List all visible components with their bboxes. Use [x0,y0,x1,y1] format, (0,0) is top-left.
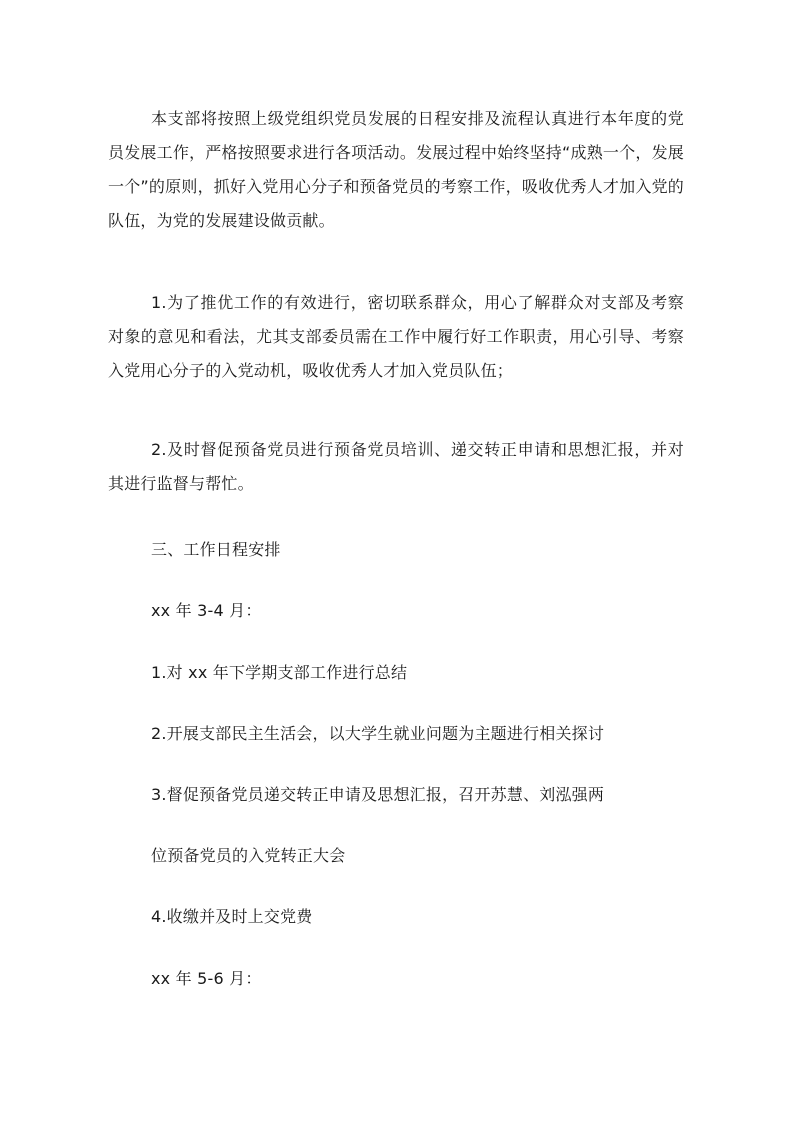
list-item: 4.收缴并及时上交党费 [151,907,313,926]
paragraph-intro: 本支部将按照上级党组织党员发展的日程安排及流程认真进行本年度的党员发展工作，严格按照要求进行各项活动。发展过程中始终坚持“成熟一个，发展一个”的原则，抓好入党用心分子和预备党员的考察工作，吸收优秀人才加入党的队伍，为党的发展建设做贡献。 [108,109,684,230]
list-item: 1.对 xx 年下学期支部工作进行总结 [151,663,408,682]
period-heading-1: xx 年 3-4 月： [151,601,262,620]
section-heading: 三、工作日程安排 [151,540,281,559]
period-heading-2: xx 年 5-6 月： [151,969,262,988]
paragraph-point-2: 2.及时督促预备党员进行预备党员培训、递交转正申请和思想汇报，并对其进行监督与帮忙。 [108,440,684,493]
list-item: 2.开展支部民主生活会，以大学生就业问题为主题进行相关探讨 [151,724,605,743]
list-item: 3.督促预备党员递交转正申请及思想汇报，召开苏慧、刘泓强两 [151,785,605,804]
paragraph-point-1: 1.为了推优工作的有效进行，密切联系群众，用心了解群众对支部及考察对象的意见和看法，尤其支部委员需在工作中履行好工作职责，用心引导、考察入党用心分子的入党动机，吸收优秀人才加入党员队伍； [108,293,684,380]
list-item: 位预备党员的入党转正大会 [151,846,346,865]
